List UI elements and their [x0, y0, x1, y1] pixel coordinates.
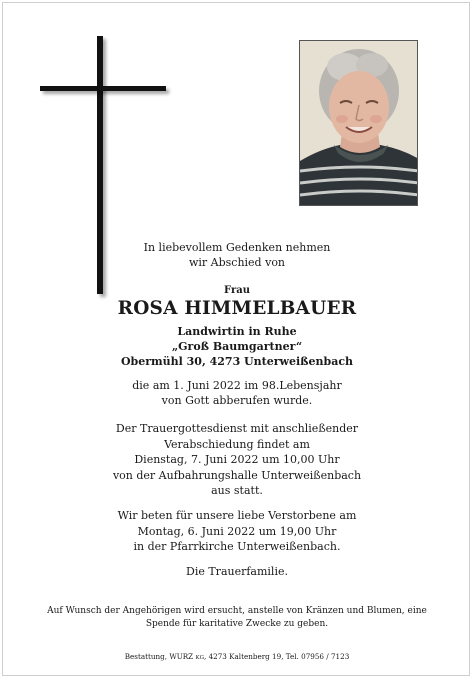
occupation: Landwirtin in Ruhe [177, 325, 297, 338]
farm-name: „Groß Baumgartner“ [171, 340, 303, 353]
death-line-2: von Gott abberufen wurde. [161, 394, 313, 407]
intro-text [0, 240, 474, 270]
service-line-2: Verabschiedung findet am [164, 437, 310, 451]
funeral-service [0, 421, 474, 499]
deceased-details [0, 324, 474, 369]
deceased-name: ROSA HIMMELBAUER [117, 298, 357, 319]
cross-horizontal-beam [40, 86, 166, 91]
intro-line-1: In liebevollem Gedenken nehmen [143, 241, 331, 254]
footer-contact: , 4273 Kaltenberg 19, Tel. 07956 / 7123 [204, 652, 350, 661]
rosary-line-1: Wir beten für unsere liebe Verstorbene am [117, 509, 357, 522]
service-line-5: aus statt. [211, 484, 263, 497]
address: Obermühl 30, 4273 Unterweißenbach [120, 355, 354, 368]
rosary-line-3: in der Pfarrkirche Unterweißenbach. [133, 540, 341, 553]
death-line-1: die am 1. Juni 2022 im 98.Lebensjahr [132, 379, 342, 392]
service-line-3: Dienstag, 7. Juni 2022 um 10,00 Uhr [134, 453, 340, 466]
prayer-notice [0, 508, 474, 555]
death-notice [0, 378, 474, 408]
request-line-2: Spende für karitative Zwecke zu geben. [145, 619, 329, 629]
request-line-1: Auf Wunsch der Angehörigen wird ersucht, anstelle von Kränzen und Blumen, eine [47, 606, 427, 616]
portrait-photo [299, 40, 418, 206]
rosary-line-2: Montag, 6. Juni 2022 um 19,00 Uhr [137, 524, 337, 538]
footer-company: Bestattung, WURZ [124, 652, 194, 661]
footer-company-suffix: KG [195, 655, 204, 661]
service-line-4: von der Aufbahrungshalle Unterweißenbach [112, 468, 362, 482]
service-line-1: Der Trauergottesdienst mit anschließender [115, 422, 359, 435]
family-signature: Die Trauerfamilie. [186, 565, 288, 578]
intro-line-2: wir Abschied von [188, 256, 286, 269]
salutation: Frau [224, 285, 250, 296]
funeral-home-footer [0, 652, 474, 663]
donation-request [30, 605, 444, 631]
